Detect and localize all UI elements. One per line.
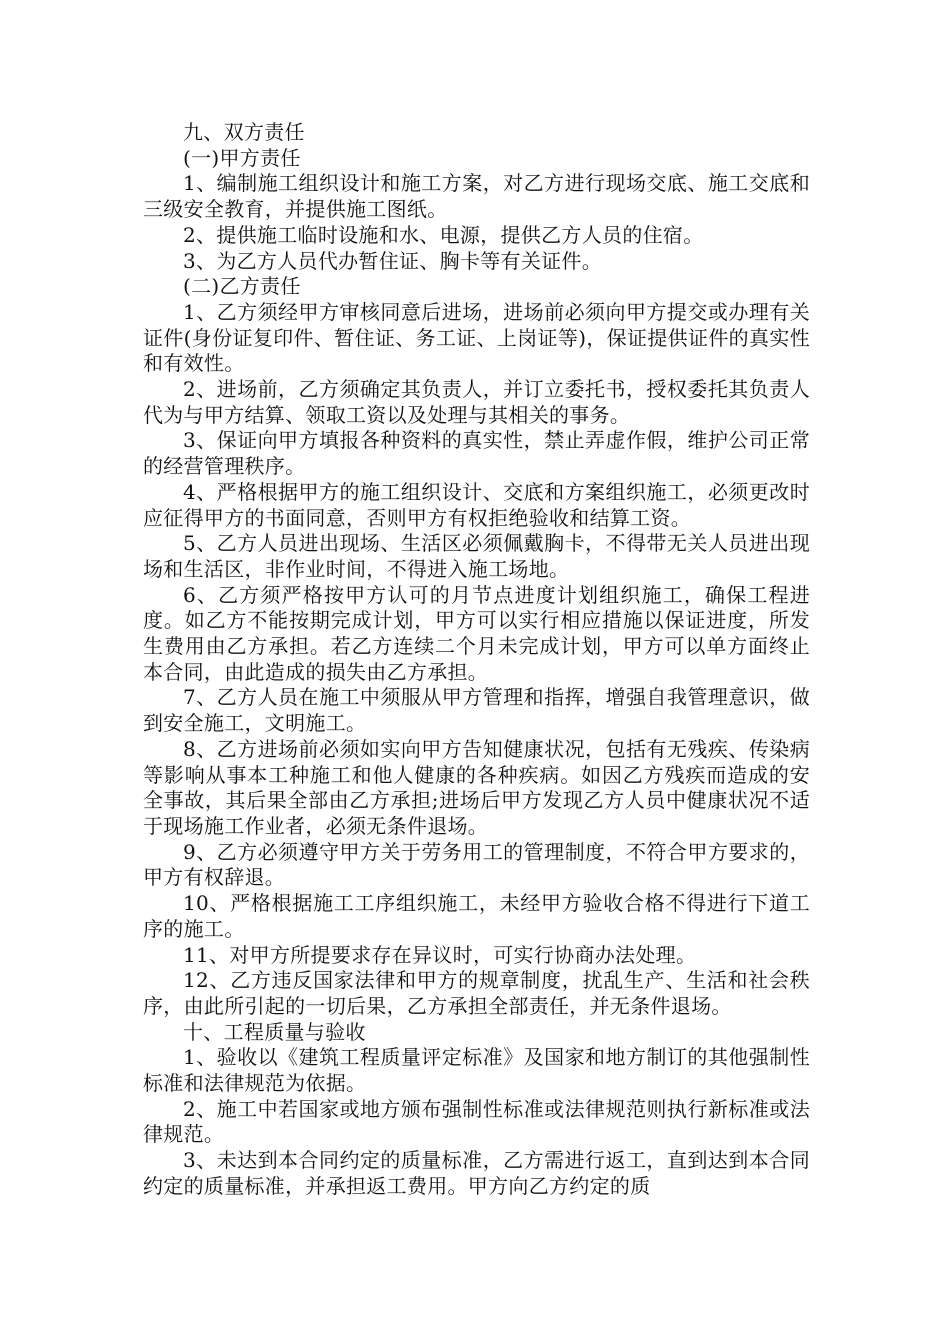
paragraph: 1、验收以《建筑工程质量评定标准》及国家和地方制订的其他强制性标准和法律规范为依据。 <box>143 1045 810 1096</box>
paragraph: 2、施工中若国家或地方颁布强制性标准或法律规范则执行新标准或法律规范。 <box>143 1096 810 1147</box>
paragraph: 2、进场前，乙方须确定其负责人，并订立委托书，授权委托其负责人代为与甲方结算、领取工资以及处理与其相关的事务。 <box>143 377 810 427</box>
paragraph: 12、乙方违反国家法律和甲方的规章制度，扰乱生产、生活和社会秩序，由此所引起的一切后果，乙方承担全部责任，并无条件退场。 <box>143 968 810 1018</box>
paragraph: 2、提供施工临时设施和水、电源，提供乙方人员的住宿。 <box>183 222 704 247</box>
paragraph: 7、乙方人员在施工中须服从甲方管理和指挥，增强自我管理意识，做到安全施工，文明施工。 <box>143 685 810 736</box>
paragraph: 3、为乙方人员代办暂住证、胸卡等有关证件。 <box>183 248 603 273</box>
paragraph: 6、乙方须严格按甲方认可的月节点进度计划组织施工，确保工程进度。如乙方不能按期完成计划，甲方可以实行相应措施以保证进度，所发生费用由乙方承担。若乙方连续二个月未完成计划，甲方可以单方面终止本合同，由此造成的损失由乙方承担。 <box>143 582 810 684</box>
paragraph: 10、严格根据施工工序组织施工，未经甲方验收合格不得进行下道工序的施工。 <box>143 891 810 941</box>
paragraph: 1、乙方须经甲方审核同意后进场，进场前必须向甲方提交或办理有关证件(身份证复印件、暂住证、务工证、上岗证等)，保证提供证件的真实性和有效性。 <box>143 299 810 376</box>
paragraph: 3、保证向甲方填报各种资料的真实性，禁止弄虚作假，维护公司正常的经营管理秩序。 <box>143 428 810 479</box>
section-heading-responsibilities: 九、双方责任 <box>183 120 305 144</box>
document-body <box>143 120 810 1200</box>
paragraph: 5、乙方人员进出现场、生活区必须佩戴胸卡，不得带无关人员进出现场和生活区，非作业时间，不得进入施工场地。 <box>143 531 810 581</box>
paragraph: 9、乙方必须遵守甲方关于劳务用工的管理制度，不符合甲方要求的，甲方有权辞退。 <box>143 839 810 890</box>
paragraph: 8、乙方进场前必须如实向甲方告知健康状况，包括有无残疾、传染病等影响从事本工种施工和他人健康的各种疾病。如因乙方残疾而造成的安全事故，其后果全部由乙方承担;进场后甲方发现乙方人员中健康状况不适于现场施工作业者，必须无条件退场。 <box>143 736 810 838</box>
subsection-heading-party-a: (一)甲方责任 <box>183 145 301 170</box>
paragraph: 4、严格根据甲方的施工组织设计、交底和方案组织施工，必须更改时应征得甲方的书面同意，否则甲方有权拒绝验收和结算工资。 <box>143 479 810 530</box>
paragraph: 1、编制施工组织设计和施工方案，对乙方进行现场交底、施工交底和三级安全教育，并提供施工图纸。 <box>143 171 810 222</box>
subsection-heading-party-b: (二)乙方责任 <box>183 274 301 299</box>
section-heading-quality: 十、工程质量与验收 <box>183 1019 366 1044</box>
paragraph: 11、对甲方所提要求存在异议时，可实行协商办法处理。 <box>183 942 697 967</box>
paragraph: 3、未达到本合同约定的质量标准，乙方需进行返工，直到达到本合同约定的质量标准，并承担返工费用。甲方向乙方约定的质 <box>143 1148 810 1198</box>
